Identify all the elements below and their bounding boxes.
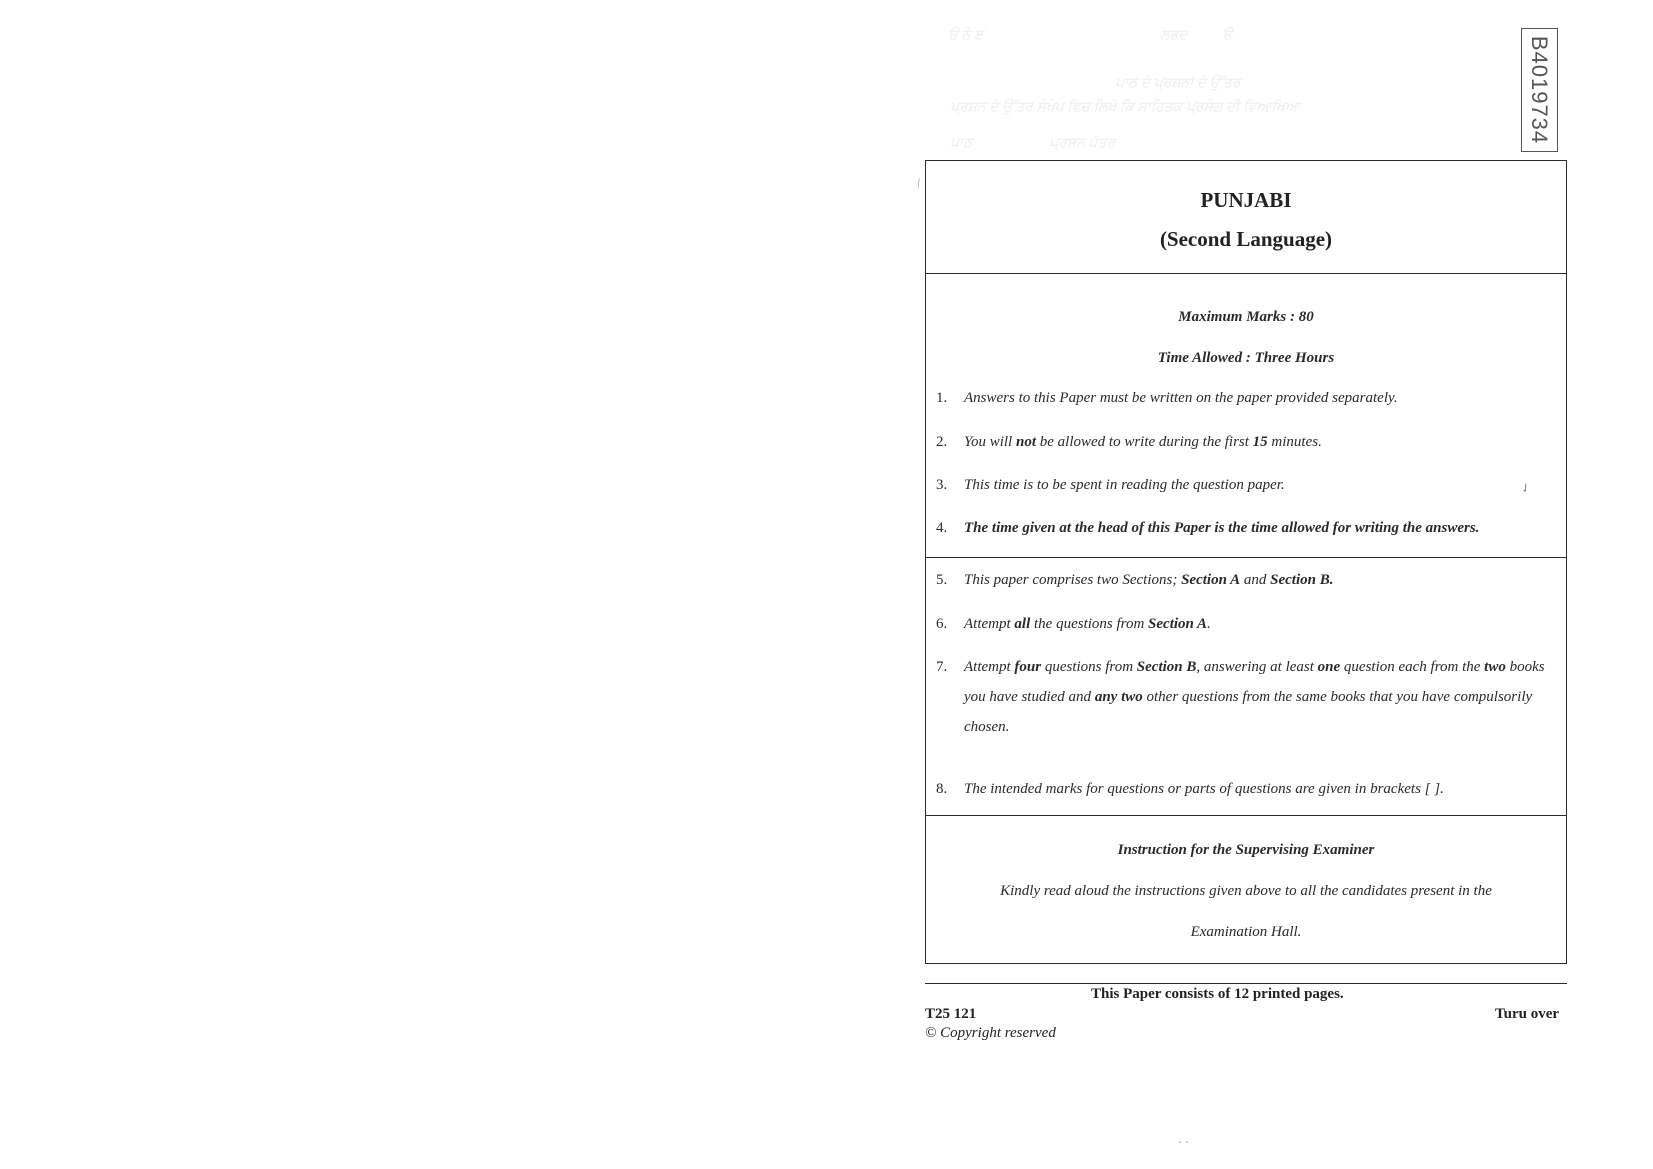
instruction-text: This time is to be spent in reading the question paper.: [964, 477, 1285, 493]
instruction-number: 5.: [936, 572, 948, 588]
instruction-text: Attempt all the questions from Section A.: [964, 616, 1211, 632]
instruction-number: 1.: [936, 390, 948, 406]
serial-number-stamp: [1521, 28, 1558, 152]
instruction-text: Answers to this Paper must be written on the paper provided separately.: [964, 390, 1398, 406]
maximum-marks: Maximum Marks : 80: [1178, 309, 1314, 325]
instruction-item: [936, 427, 1554, 457]
pages-note: This Paper consists of 12 printed pages.: [1091, 986, 1344, 1002]
instruction-item: [936, 609, 1554, 639]
paper-code: T25 121: [925, 1006, 977, 1022]
instruction-number: 2.: [936, 434, 948, 450]
footer-rule: [925, 983, 1567, 984]
bleed-through-text: ਪਾਠ ਪ੍ਰਸ਼ਨ ਪੱਤਰ: [950, 136, 1116, 151]
bleed-through-text: ਪਾਠ ਦੇ ਪ੍ਰਸ਼ਨਾਂ ਦੇ ਉੱਤਰ: [1115, 76, 1241, 91]
time-allowed: Time Allowed : Three Hours: [1157, 350, 1335, 366]
instruction-number: 4.: [936, 520, 948, 536]
bleed-through-text: ਲਭਦ ੳ: [1160, 28, 1233, 43]
instruction-text: This paper comprises two Sections; Section A and Section B.: [964, 572, 1334, 588]
instruction-number: 6.: [936, 616, 948, 632]
instruction-item: [936, 774, 1554, 804]
instruction-item: [936, 470, 1554, 500]
bleed-through-text: ੳ ਨੇ ੲ: [948, 28, 984, 43]
subject-subtitle: (Second Language): [1159, 227, 1333, 251]
instruction-text: The intended marks for questions or parts of questions are given in brackets [ ].: [964, 781, 1444, 797]
instruction-item: [936, 565, 1554, 595]
instruction-item: [936, 383, 1554, 413]
copyright-note: © Copyright reserved: [925, 1025, 1056, 1041]
pen-mark-icon: ⁄: [914, 176, 924, 190]
instruction-item: [936, 652, 1554, 742]
turn-over-note: Turu over: [1495, 1006, 1560, 1022]
subject-title: PUNJABI: [1200, 188, 1292, 212]
instruction-text: The time given at the head of this Paper is the time allowed for writing the answers.: [964, 520, 1480, 536]
scan-dots: · ·: [1178, 1135, 1189, 1149]
bleed-through-text: ਪ੍ਰਸ਼ਨ ਦੇ ਉੱਤਰ ਸੰਖੇਪ ਵਿਚ ਲਿਖੋ ਕਿ ਸਾਹਿਤਕ ਪ੍ਰਸੰਗ ਦੀ ਵਿਆਖਿਆ: [950, 100, 1301, 115]
supervisor-heading: Instruction for the Supervising Examiner: [1117, 842, 1375, 858]
instruction-item: [936, 513, 1554, 543]
instruction-text: Attempt four questions from Section B, answering at least one question each from the two books you have studied and any two other questions from the same books that you have compulsorily chosen.: [964, 659, 1545, 735]
divider: [926, 557, 1566, 558]
divider: [926, 815, 1566, 816]
instructions-box: [925, 160, 1567, 964]
instruction-number: 7.: [936, 659, 948, 675]
serial-number: B4019734: [1527, 35, 1553, 145]
instruction-number: 3.: [936, 477, 948, 493]
supervisor-instruction-line2: Examination Hall.: [1190, 924, 1302, 940]
instruction-number: 8.: [936, 781, 948, 797]
instruction-text: You will not be allowed to write during the first 15 minutes.: [964, 434, 1322, 450]
supervisor-instruction-line1: Kindly read aloud the instructions given above to all the candidates present in the: [1000, 883, 1492, 899]
tick-mark-icon: ✓: [1517, 479, 1534, 497]
divider: [926, 273, 1566, 274]
